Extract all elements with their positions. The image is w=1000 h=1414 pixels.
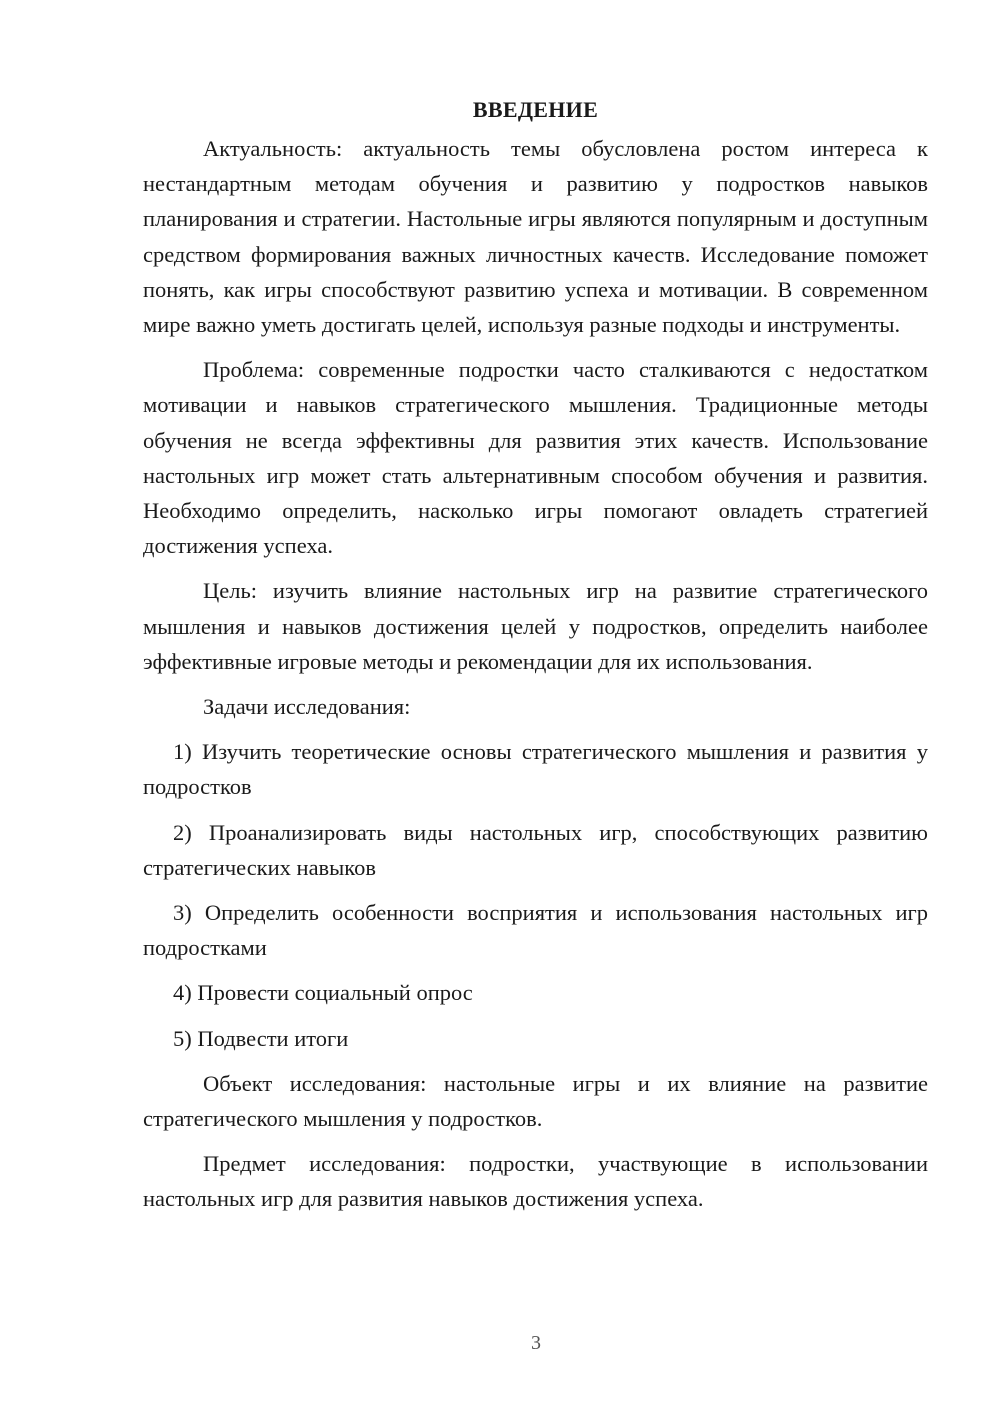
task-item-3: 3) Определить особенности восприятия и использования настольных игр подростками: [143, 900, 928, 961]
tasks-heading: Задачи исследования:: [203, 694, 411, 720]
relevance-paragraph: Актуальность: актуальность темы обусловлена ростом интереса к нестандартным методам обучения и развитию у подростков навыков планирования и стратегии. Настольные игры являются популярным и доступным средством формирования важных личностных качеств. Исследование поможет понять, как игры способствуют развитию успеха и мотивации. В современном мире важно уметь достигать целей, используя разные подходы и инструменты.: [143, 136, 928, 338]
goal-paragraph: Цель: изучить влияние настольных игр на развитие стратегического мышления и навыков достижения целей у подростков, определить наиболее эффективные игровые методы и рекомендации для их использования.: [143, 578, 928, 674]
document-title: ВВЕДЕНИЕ: [472, 97, 599, 122]
subject-paragraph: Предмет исследования: подростки, участвующие в использовании настольных игр для развития навыков достижения успеха.: [143, 1151, 928, 1212]
task-item-1: 1) Изучить теоретические основы стратегического мышления и развития у подростков: [143, 739, 928, 800]
object-paragraph: Объект исследования: настольные игры и их влияние на развитие стратегического мышления у подростков.: [143, 1070, 928, 1132]
document-page: [143, 92, 928, 1227]
task-item-2: 2) Проанализировать виды настольных игр, способствующих развитию стратегических навыков: [143, 819, 928, 880]
task-item-5: 5) Подвести итоги: [173, 1025, 349, 1051]
problem-paragraph: Проблема: современные подростки часто сталкиваются с недостатком мотивации и навыков стратегического мышления. Традиционные методы обучения не всегда эффективны для развития этих качеств. Использование настольных игр может стать альтернативным способом обучения и развития. Необходимо определить, насколько игры помогают овладеть стратегией достижения успеха.: [143, 357, 928, 559]
page-number: 3: [531, 1332, 541, 1354]
task-item-4: 4) Провести социальный опрос: [173, 980, 473, 1006]
